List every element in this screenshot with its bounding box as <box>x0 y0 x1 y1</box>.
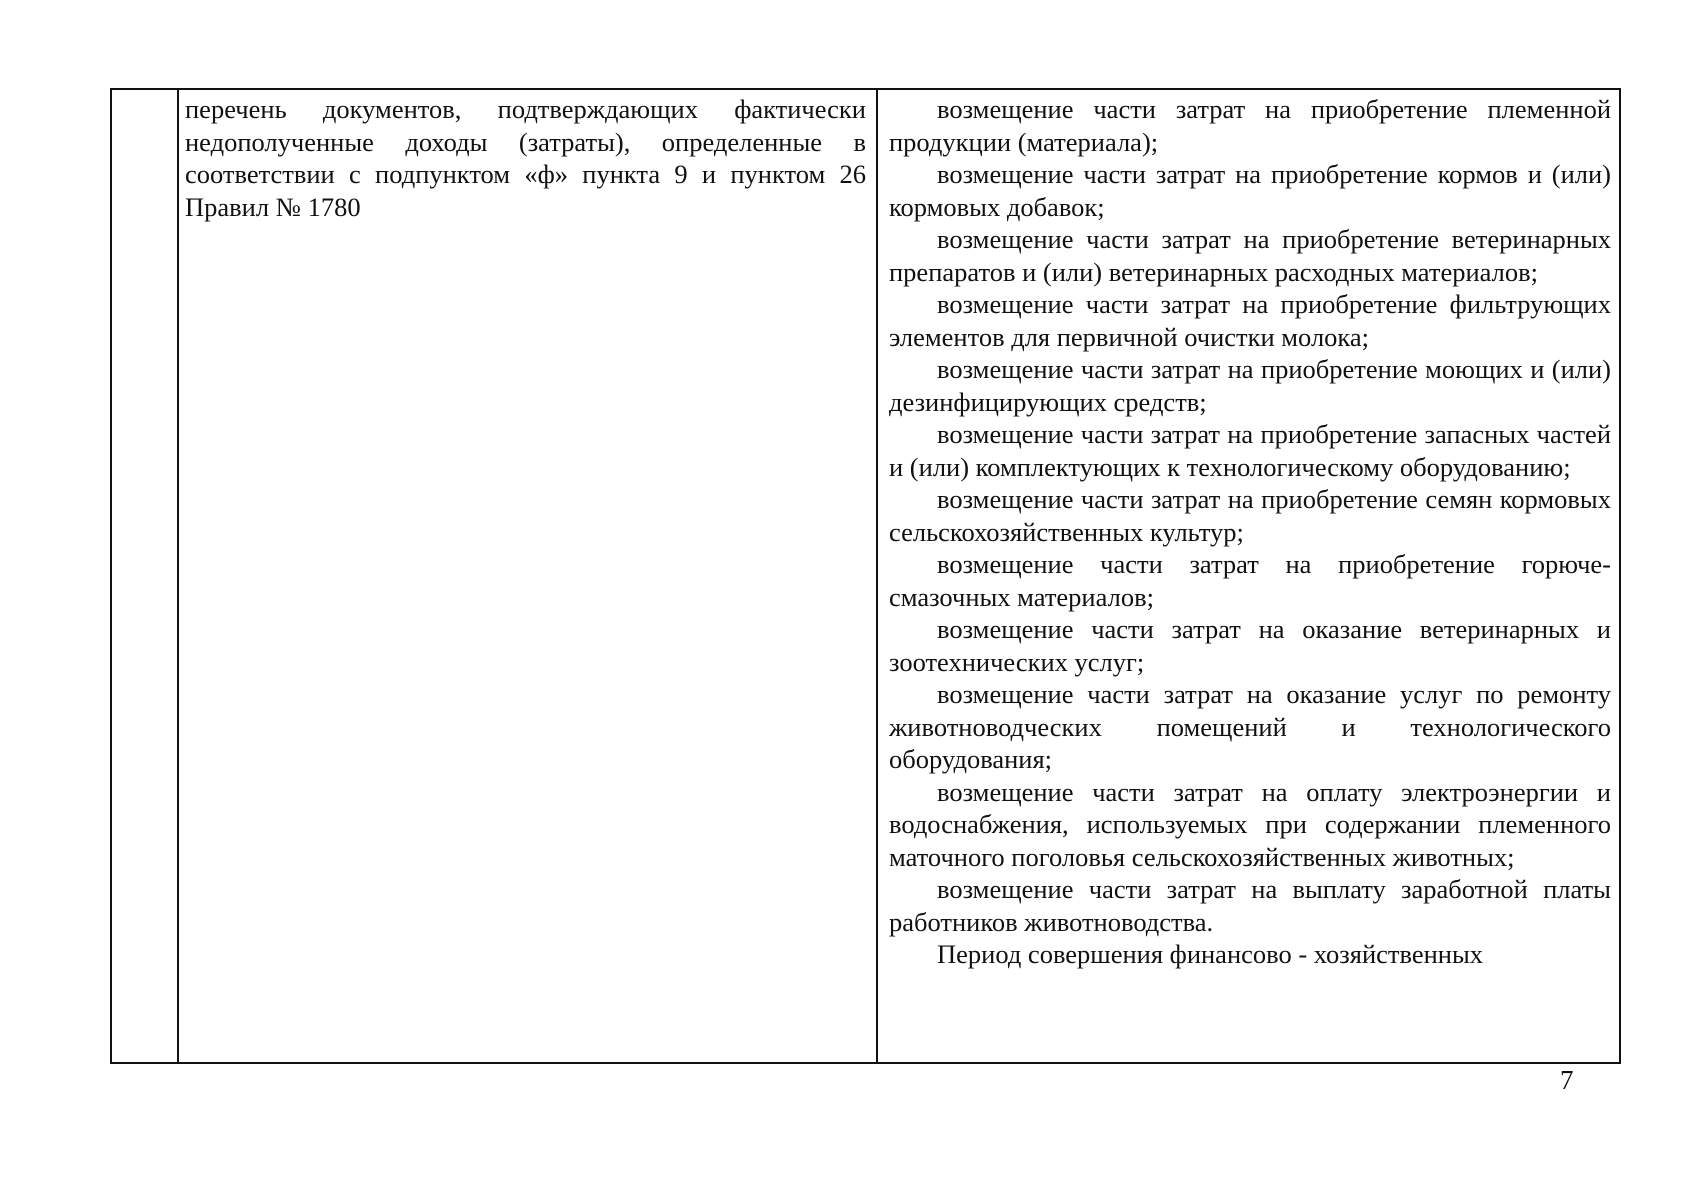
cost-item: возмещение части затрат на приобретение горюче-смазочных материалов; <box>889 549 1611 612</box>
page-number: 7 <box>1560 1065 1574 1095</box>
requirement-text: перечень документов, подтверждающих фактически недополученные доходы (затраты), определенные в соответствии с подпунктом «ф» пункта 9 и пунктом 26 Правил № 1780 <box>185 94 866 222</box>
cost-item: возмещение части затрат на приобретение кормов и (или) кормовых добавок; <box>889 159 1611 222</box>
cost-item: возмещение части затрат на оплату электроэнергии и водоснабжения, используемых при содержании племенного маточного поголовья сельскохозяйственных животных; <box>889 776 1611 872</box>
requirement-cell <box>179 90 878 1062</box>
cost-items-cell <box>878 90 1619 1062</box>
cost-item: возмещение части затрат на выплату заработной платы работников животноводства. <box>889 874 1611 937</box>
cost-item: возмещение части затрат на приобретение запасных частей и (или) комплектующих к технологическому оборудованию; <box>889 419 1611 482</box>
cost-item: возмещение части затрат на приобретение племенной продукции (материала); <box>889 94 1611 157</box>
row-number-cell <box>112 90 179 1062</box>
cost-item: возмещение части затрат на приобретение ветеринарных препаратов и (или) ветеринарных расходных материалов; <box>889 224 1611 287</box>
cost-item: возмещение части затрат на приобретение семян кормовых сельскохозяйственных культур; <box>889 484 1611 547</box>
period-text: Период совершения финансово - хозяйственных <box>937 939 1484 969</box>
cost-item: возмещение части затрат на приобретение фильтрующих элементов для первичной очистки молока; <box>889 289 1611 352</box>
cost-item: возмещение части затрат на оказание ветеринарных и зоотехнических услуг; <box>889 614 1611 677</box>
cost-item: возмещение части затрат на приобретение моющих и (или) дезинфицирующих средств; <box>889 354 1611 417</box>
cost-item: возмещение части затрат на оказание услуг по ремонту животноводческих помещений и технологического оборудования; <box>889 679 1611 774</box>
document-table <box>110 88 1621 1064</box>
